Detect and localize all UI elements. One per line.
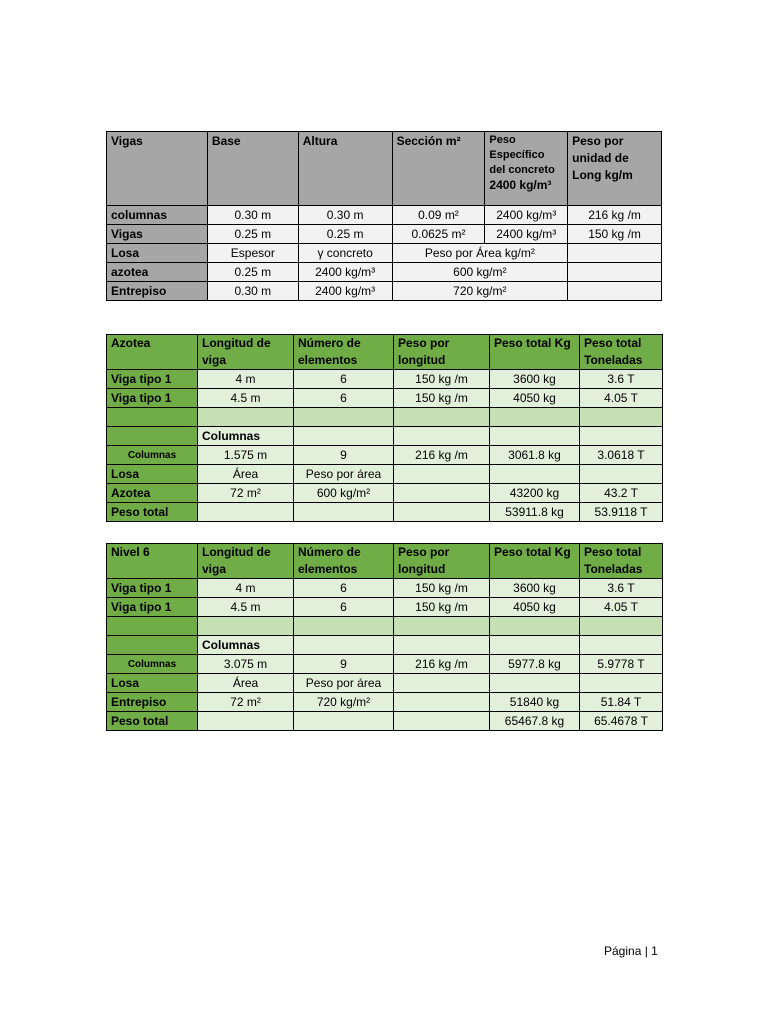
header-cell: Peso por longitud	[394, 335, 490, 370]
header-text: Peso Específico del concreto	[489, 134, 555, 176]
table-cell	[198, 503, 294, 522]
table-cell: 43200 kg	[490, 484, 580, 503]
table-cell	[294, 636, 394, 655]
row-label: Columnas	[107, 655, 198, 674]
row-label: Azotea	[107, 484, 198, 503]
table-row	[107, 427, 663, 446]
table-cell: 0.25 m	[207, 263, 298, 282]
table-cell: 0.30 m	[207, 206, 298, 225]
table-cell: 72 m²	[198, 484, 294, 503]
row-label	[107, 408, 198, 427]
table-cell: 51.84 T	[580, 693, 663, 712]
header-cell: Número de elementos	[294, 335, 394, 370]
header-cell: Peso total Kg	[490, 544, 580, 579]
table-cell	[294, 503, 394, 522]
header-cell: Peso total Toneladas	[580, 335, 663, 370]
table-cell: 4050 kg	[490, 598, 580, 617]
row-label: columnas	[107, 206, 208, 225]
table-cell: 65.4678 T	[580, 712, 663, 731]
table-row	[107, 503, 663, 522]
table-cell	[394, 408, 490, 427]
header-cell: Vigas	[107, 132, 208, 206]
table-cell	[490, 408, 580, 427]
table-cell	[394, 636, 490, 655]
table-cell	[490, 427, 580, 446]
section-properties-table	[106, 131, 662, 301]
row-label: azotea	[107, 263, 208, 282]
azotea-weight-table	[106, 334, 663, 522]
row-label	[107, 617, 198, 636]
table-cell: Peso por área	[294, 465, 394, 484]
table-row	[107, 282, 662, 301]
table-cell	[394, 503, 490, 522]
table-row	[107, 484, 663, 503]
table-cell: 2400 kg/m³	[485, 206, 568, 225]
table-cell: 720 kg/m²	[294, 693, 394, 712]
table-cell: Peso por Área kg/m²	[392, 244, 568, 263]
table-row	[107, 636, 663, 655]
table-row	[107, 446, 663, 465]
row-label: Viga tipo 1	[107, 370, 198, 389]
header-cell	[485, 132, 568, 206]
table-cell: 720 kg/m²	[392, 282, 568, 301]
table-cell	[568, 263, 662, 282]
header-cell: Sección m²	[392, 132, 485, 206]
table-cell	[394, 465, 490, 484]
header-text: 2400 kg/m³	[489, 178, 552, 192]
row-label: Entrepiso	[107, 282, 208, 301]
table-cell: 53.9118 T	[580, 503, 663, 522]
table-cell	[580, 465, 663, 484]
header-cell: Peso total Kg	[490, 335, 580, 370]
table-cell: 3.6 T	[580, 579, 663, 598]
header-cell: Peso por unidad de Long kg/m	[568, 132, 662, 206]
table-cell	[394, 712, 490, 731]
table-cell	[580, 617, 663, 636]
table-row	[107, 263, 662, 282]
table-cell: Columnas	[198, 636, 294, 655]
table-cell: γ concreto	[298, 244, 392, 263]
table-cell: 0.09 m²	[392, 206, 485, 225]
table-row	[107, 225, 662, 244]
table-cell: 3061.8 kg	[490, 446, 580, 465]
header-cell: Longitud de viga	[198, 335, 294, 370]
table-cell: 4050 kg	[490, 389, 580, 408]
table-cell: 0.30 m	[298, 206, 392, 225]
table-cell	[198, 617, 294, 636]
row-label: Losa	[107, 465, 198, 484]
table-cell: 216 kg /m	[394, 655, 490, 674]
table-header-row	[107, 544, 663, 579]
table-cell	[294, 427, 394, 446]
table-cell: 216 kg /m	[394, 446, 490, 465]
row-label: Viga tipo 1	[107, 389, 198, 408]
table-cell	[490, 636, 580, 655]
row-label	[107, 427, 198, 446]
table-row	[107, 389, 663, 408]
table-cell: 6	[294, 370, 394, 389]
table-cell: 150 kg /m	[394, 598, 490, 617]
header-cell: Base	[207, 132, 298, 206]
table-cell: 4.5 m	[198, 598, 294, 617]
table-cell: 72 m²	[198, 693, 294, 712]
header-cell: Número de elementos	[294, 544, 394, 579]
row-label: Viga tipo 1	[107, 579, 198, 598]
table-cell: 3.075 m	[198, 655, 294, 674]
table-row	[107, 617, 663, 636]
table-cell: 51840 kg	[490, 693, 580, 712]
table-cell: 4.5 m	[198, 389, 294, 408]
table-row	[107, 206, 662, 225]
header-cell: Altura	[298, 132, 392, 206]
table-cell: 150 kg /m	[394, 370, 490, 389]
table-cell: 5977.8 kg	[490, 655, 580, 674]
table-cell	[580, 427, 663, 446]
table-cell	[394, 617, 490, 636]
header-cell: Longitud de viga	[198, 544, 294, 579]
table-cell: 43.2 T	[580, 484, 663, 503]
table-cell: 4.05 T	[580, 598, 663, 617]
table-cell: 6	[294, 598, 394, 617]
table-row	[107, 674, 663, 693]
table-cell	[394, 427, 490, 446]
table-cell: Espesor	[207, 244, 298, 263]
table-cell: 6	[294, 389, 394, 408]
table-cell	[568, 244, 662, 263]
table-cell: 53911.8 kg	[490, 503, 580, 522]
table-cell	[490, 465, 580, 484]
table-cell: 6	[294, 579, 394, 598]
table-cell: 1.575 m	[198, 446, 294, 465]
table-cell: 4 m	[198, 579, 294, 598]
table-row	[107, 244, 662, 263]
table-header-row	[107, 335, 663, 370]
row-label: Peso total	[107, 503, 198, 522]
page-number: Página | 1	[604, 944, 658, 958]
table-cell: 65467.8 kg	[490, 712, 580, 731]
table-header-row	[107, 132, 662, 206]
table-cell: 3.0618 T	[580, 446, 663, 465]
header-cell: Nivel 6	[107, 544, 198, 579]
table-cell	[294, 408, 394, 427]
header-cell: Azotea	[107, 335, 198, 370]
table-row	[107, 465, 663, 484]
row-label: Losa	[107, 244, 208, 263]
table-cell: 0.30 m	[207, 282, 298, 301]
table-cell	[580, 636, 663, 655]
table-row	[107, 408, 663, 427]
table-cell: Área	[198, 465, 294, 484]
header-cell: Peso total Toneladas	[580, 544, 663, 579]
table-cell: 4 m	[198, 370, 294, 389]
table-cell	[394, 484, 490, 503]
table-cell: Columnas	[198, 427, 294, 446]
table-cell: 3600 kg	[490, 579, 580, 598]
table-cell: 600 kg/m²	[392, 263, 568, 282]
table-row	[107, 693, 663, 712]
table-cell: Peso por área	[294, 674, 394, 693]
table-cell: 9	[294, 655, 394, 674]
nivel-6-weight-table	[106, 543, 663, 731]
table-row	[107, 598, 663, 617]
table-cell: 0.25 m	[207, 225, 298, 244]
table-cell: 0.25 m	[298, 225, 392, 244]
table-cell: 5.9778 T	[580, 655, 663, 674]
table-cell: Área	[198, 674, 294, 693]
table-cell: 216 kg /m	[568, 206, 662, 225]
table-cell: 2400 kg/m³	[298, 263, 392, 282]
table-cell: 2400 kg/m³	[485, 225, 568, 244]
table-cell	[568, 282, 662, 301]
table-cell	[294, 617, 394, 636]
table-row	[107, 712, 663, 731]
row-label: Entrepiso	[107, 693, 198, 712]
row-label: Vigas	[107, 225, 208, 244]
table-row	[107, 370, 663, 389]
table-cell: 2400 kg/m³	[298, 282, 392, 301]
table-cell	[394, 693, 490, 712]
row-label: Peso total	[107, 712, 198, 731]
table-cell: 150 kg /m	[568, 225, 662, 244]
table-cell	[490, 617, 580, 636]
table-cell: 3.6 T	[580, 370, 663, 389]
row-label: Columnas	[107, 446, 198, 465]
table-cell: 3600 kg	[490, 370, 580, 389]
row-label: Viga tipo 1	[107, 598, 198, 617]
header-cell: Peso por longitud	[394, 544, 490, 579]
table-cell	[580, 674, 663, 693]
table-cell	[490, 674, 580, 693]
table-cell	[294, 712, 394, 731]
row-label	[107, 636, 198, 655]
table-cell	[580, 408, 663, 427]
table-cell	[198, 712, 294, 731]
table-cell: 4.05 T	[580, 389, 663, 408]
table-row	[107, 655, 663, 674]
table-cell: 9	[294, 446, 394, 465]
table-cell	[198, 408, 294, 427]
table-cell: 600 kg/m²	[294, 484, 394, 503]
table-cell	[394, 674, 490, 693]
row-label: Losa	[107, 674, 198, 693]
table-cell: 0.0625 m²	[392, 225, 485, 244]
table-cell: 150 kg /m	[394, 389, 490, 408]
table-row	[107, 579, 663, 598]
table-cell: 150 kg /m	[394, 579, 490, 598]
